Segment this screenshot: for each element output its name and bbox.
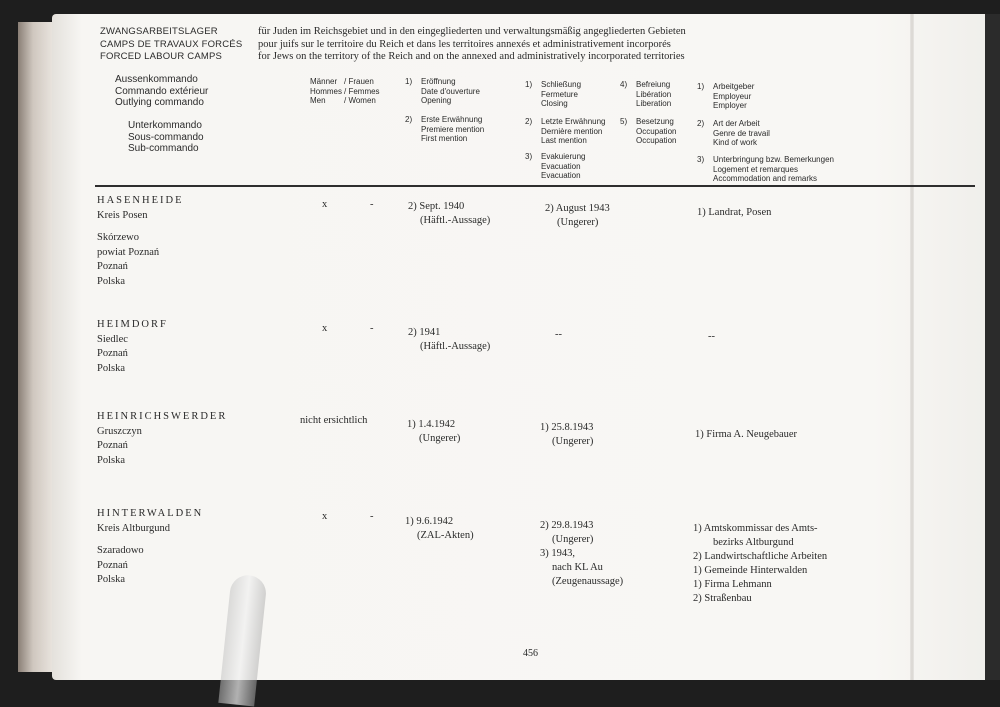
opening-line: (Häftl.-Aussage): [420, 341, 491, 352]
first-mention-en: First mention: [421, 134, 468, 143]
employer-cell: [693, 522, 827, 606]
liberation-column-header: [620, 80, 671, 109]
camp-district: Gruszczyn: [97, 425, 142, 437]
opening-cell: [408, 200, 490, 228]
closing-line: nach KL Au: [552, 562, 603, 573]
closing-num: 1): [525, 80, 533, 89]
camp-entry-heimdorf: [97, 318, 168, 376]
outlying-commando-label: [115, 74, 208, 109]
last-mention-de: Letzte Erwähnung: [541, 117, 606, 126]
opening-cell: [407, 418, 460, 446]
opening-line: (ZAL-Akten): [417, 530, 474, 541]
opening-line: 1) 1.4.1942: [407, 419, 456, 430]
outlying-en: Outlying commando: [115, 97, 204, 108]
opening-line: 1) 9.6.1942: [405, 516, 454, 527]
evacuation-column-header: [525, 152, 585, 181]
camp-district: Siedlec: [97, 333, 128, 345]
women-en: / Women: [344, 96, 376, 105]
women-mark: -: [370, 323, 374, 334]
camp-entry-hasenheide: [97, 194, 184, 289]
camp-name: HINTERWALDEN: [97, 508, 204, 519]
employer-de: Arbeitgeber: [713, 82, 755, 91]
last-mention-en: Last mention: [541, 136, 587, 145]
opening-line: 2) 1941: [408, 327, 441, 338]
liberation-fr: Libération: [636, 89, 672, 99]
occupation-en: Occupation: [636, 136, 677, 145]
description-de: für Juden im Reichsgebiet und in den eingegliederten und verwaltungsmäßig angegliederten Gebieten: [258, 26, 686, 37]
closing-cell: [540, 519, 623, 589]
evacuation-en: Evacuation: [541, 171, 581, 180]
opening-line: (Ungerer): [419, 433, 461, 444]
closing-line: (Ungerer): [552, 436, 594, 447]
opening-column-header: [405, 77, 480, 106]
camp-name: HASENHEIDE: [97, 195, 184, 206]
employer-cell: --: [708, 331, 715, 342]
camp-district: Kreis Altburgund: [97, 522, 171, 534]
sub-fr: Sous-commando: [128, 131, 204, 143]
work-en: Kind of work: [713, 138, 758, 147]
evacuation-fr: Evacuation: [541, 161, 581, 171]
men-en: Men: [310, 96, 326, 105]
liberation-en: Liberation: [636, 99, 672, 108]
closing-line: 1) 25.8.1943: [540, 422, 594, 433]
closing-line: 3) 1943,: [540, 548, 575, 559]
camp-entry-hinterwalden: [97, 507, 203, 588]
page-fold: [910, 14, 914, 680]
camp-name: HEIMDORF: [97, 319, 168, 330]
first-mention-num: 2): [405, 115, 413, 124]
employer-line: bezirks Altburgund: [713, 537, 794, 548]
title-en: FORCED LABOUR CAMPS: [100, 51, 223, 62]
occupation-de: Besetzung: [636, 117, 674, 126]
work-column-header: [697, 119, 770, 148]
opening-cell: [405, 515, 474, 543]
camp-location-line: Szaradowo: [97, 545, 144, 556]
camp-location-line: powiat Poznań: [97, 246, 160, 258]
men-de: Männer: [310, 77, 338, 86]
opening-de: Eröffnung: [421, 77, 456, 86]
last-mention-num: 2): [525, 117, 533, 126]
camp-name: HEINRICHSWERDER: [97, 411, 228, 422]
employer-line: 2) Straßenbau: [693, 593, 752, 604]
occupation-num: 5): [620, 117, 628, 126]
employer-num: 1): [697, 82, 705, 91]
closing-column-header: [525, 80, 581, 109]
closing-cell: [540, 421, 593, 449]
lodging-column-header: [697, 155, 834, 184]
camp-entry-heinrichswerder: [97, 410, 227, 468]
background-edge: [985, 14, 1000, 680]
opening-line: (Häftl.-Aussage): [420, 215, 491, 226]
description-block: [258, 26, 686, 64]
sub-commando-label: [128, 120, 204, 155]
outlying-de: Aussenkommando: [115, 74, 198, 85]
men-mark: x: [322, 511, 328, 522]
men-mark: x: [322, 323, 328, 334]
evacuation-de: Evakuierung: [541, 152, 586, 161]
title-de: ZWANGSARBEITSLAGER: [100, 26, 218, 37]
employer-line: 1) Landrat, Posen: [697, 207, 772, 218]
closing-cell: [545, 202, 610, 230]
occupation-column-header: [620, 117, 676, 146]
header-divider: [95, 185, 975, 187]
closing-line: (Zeugenaussage): [552, 576, 624, 587]
employer-line: 1) Amtskommissar des Amts-: [693, 523, 818, 534]
employer-line: 1) Firma Lehmann: [693, 579, 772, 590]
occupation-fr: Occupation: [636, 126, 677, 136]
women-mark: -: [370, 511, 374, 522]
closing-en: Closing: [541, 99, 568, 108]
work-num: 2): [697, 119, 705, 128]
page-number: 456: [523, 648, 538, 659]
description-en: for Jews on the territory of the Reich and on the annexed and administratively incorporated territories: [258, 51, 685, 62]
employer-column-header: [697, 82, 754, 111]
men-mark: x: [322, 199, 328, 210]
last-mention-fr: Dernière mention: [541, 126, 603, 136]
work-fr: Genre de travail: [713, 128, 770, 138]
lodging-fr: Logement et remarques: [713, 164, 798, 174]
liberation-de: Befreiung: [636, 80, 671, 89]
men-fr: Hommes: [310, 86, 343, 96]
closing-de: Schließung: [541, 80, 582, 89]
evacuation-num: 3): [525, 152, 533, 161]
employer-fr: Employeur: [713, 91, 752, 101]
employer-line: 1) Firma A. Neugebauer: [695, 429, 798, 440]
camp-location-line: Polska: [97, 362, 126, 374]
camp-location-line: Skórzewo: [97, 232, 139, 243]
employer-cell: [697, 206, 771, 220]
women-fr: / Femmes: [344, 86, 380, 96]
camp-district: Kreis Posen: [97, 209, 148, 221]
opening-cell: [408, 326, 490, 354]
women-de: / Frauen: [344, 77, 374, 86]
closing-line: 2) 29.8.1943: [540, 520, 594, 531]
opening-line: 2) Sept. 1940: [408, 201, 465, 212]
opening-fr: Date d'ouverture: [421, 86, 480, 96]
lodging-en: Accommodation and remarks: [713, 174, 818, 183]
opening-en: Opening: [421, 96, 452, 105]
last-mention-column-header: [525, 117, 606, 146]
closing-line: (Ungerer): [552, 534, 594, 545]
camp-location-line: Poznań: [97, 559, 128, 571]
gender-column-header: [310, 77, 380, 106]
employer-line: 1) Gemeinde Hinterwalden: [693, 565, 808, 576]
camp-location-line: Poznań: [97, 348, 128, 359]
closing-fr: Fermeture: [541, 89, 578, 99]
closing-line: (Ungerer): [557, 217, 599, 228]
closing-cell: --: [555, 329, 562, 340]
employer-cell: [695, 428, 797, 442]
camp-location-line: Poznań: [97, 440, 128, 451]
liberation-num: 4): [620, 80, 628, 89]
camp-location-line: Polska: [97, 454, 126, 466]
first-mention-column-header: [405, 115, 484, 144]
opening-num: 1): [405, 77, 413, 86]
women-mark: -: [370, 199, 374, 210]
camp-location-line: Polska: [97, 574, 126, 585]
lodging-num: 3): [697, 155, 705, 164]
gender-note: nicht ersichtlich: [300, 415, 368, 426]
employer-en: Employer: [713, 101, 747, 110]
lodging-de: Unterbringung bzw. Bemerkungen: [713, 155, 834, 164]
description-fr: pour juifs sur le territoire du Reich et dans les territoires annexés et administrativement incorporés: [258, 38, 671, 50]
closing-line: 2) August 1943: [545, 203, 610, 214]
title-block: [100, 26, 242, 64]
employer-line: 2) Landwirtschaftliche Arbeiten: [693, 551, 828, 562]
work-de: Art der Arbeit: [713, 119, 760, 128]
camp-location-line: Poznań: [97, 261, 128, 272]
sub-de: Unterkommando: [128, 120, 202, 131]
title-fr: CAMPS DE TRAVAUX FORCÉS: [100, 38, 243, 50]
first-mention-de: Erste Erwähnung: [421, 115, 483, 124]
first-mention-fr: Premiere mention: [421, 124, 485, 134]
sub-en: Sub-commando: [128, 143, 199, 154]
camp-location-line: Polska: [97, 275, 126, 287]
outlying-fr: Commando extérieur: [115, 85, 209, 97]
